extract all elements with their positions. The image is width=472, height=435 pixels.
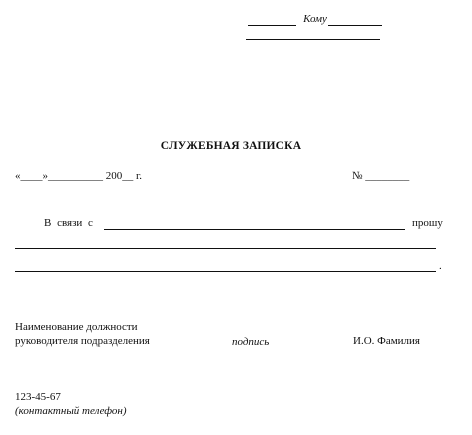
body-end-text: прошу <box>412 217 443 229</box>
document-title: СЛУЖЕБНАЯ ЗАПИСКА <box>160 140 302 152</box>
body-final-period: . <box>439 260 442 272</box>
addressee-line-left <box>248 25 296 26</box>
body-blank-line-1 <box>104 229 405 230</box>
addressee-blank-line <box>246 39 380 40</box>
signature-label: подпись <box>232 336 270 348</box>
addressee-line-right <box>328 25 382 26</box>
body-blank-line-2 <box>15 248 436 249</box>
body-start-text: В связи с <box>44 217 93 229</box>
number-field: № ________ <box>352 170 410 182</box>
position-title-line-2: руководителя подразделения <box>15 335 150 347</box>
contact-phone-label: (контактный телефон) <box>15 405 127 417</box>
signer-name: И.О. Фамилия <box>353 335 420 347</box>
contact-phone: 123-45-67 <box>15 391 61 403</box>
addressee-label: Кому <box>303 13 327 25</box>
position-title-line-1: Наименование должности <box>15 321 138 333</box>
date-field: «____»__________ 200__ г. <box>15 170 143 182</box>
body-blank-line-3 <box>15 271 436 272</box>
